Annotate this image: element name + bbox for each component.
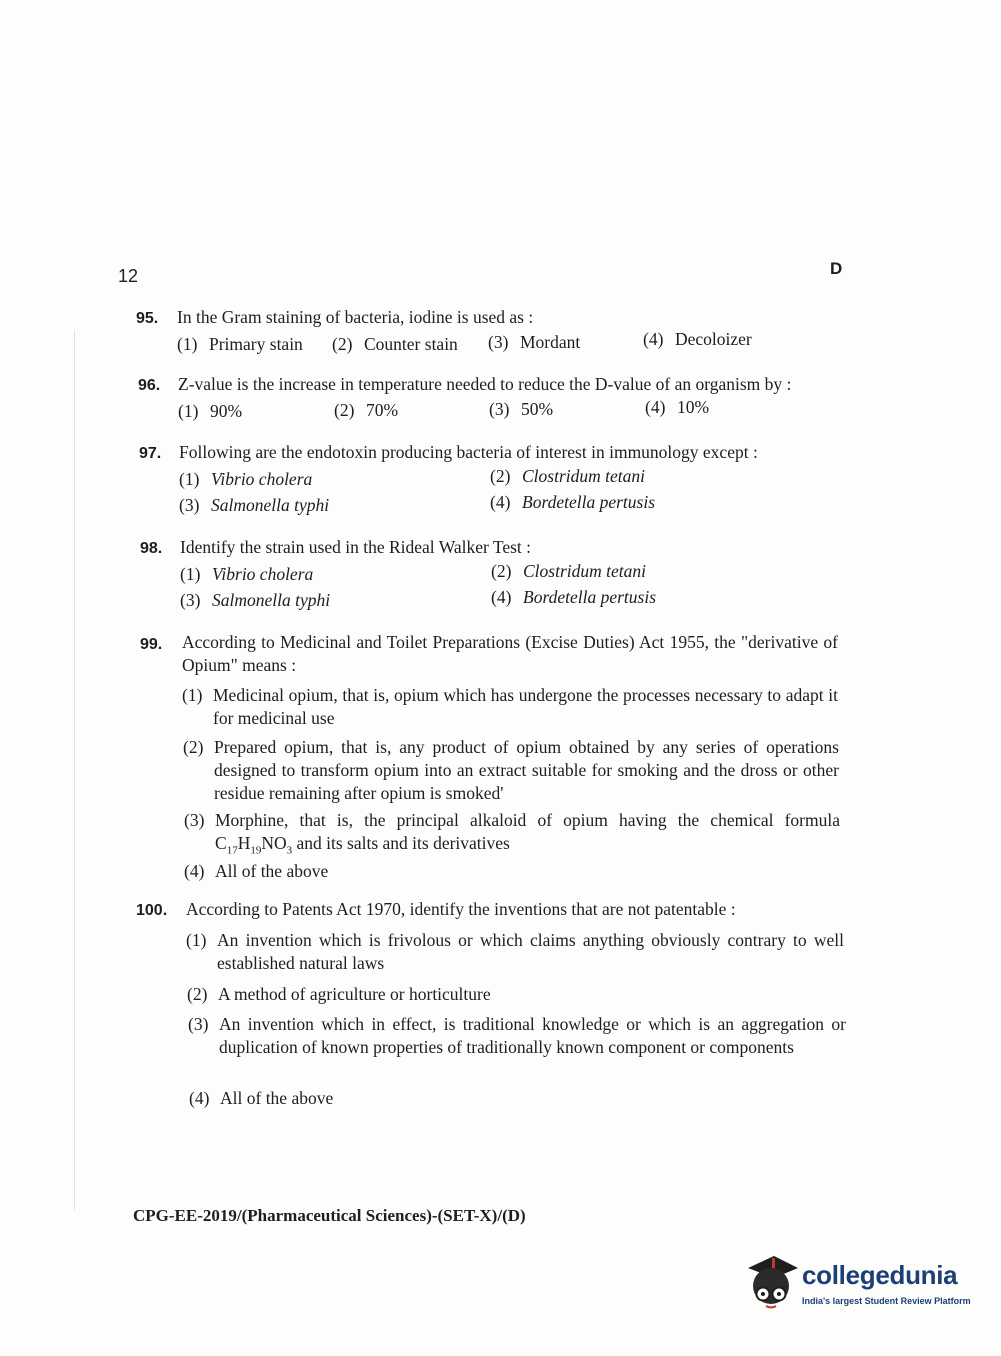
question-number: 98. [140, 540, 163, 557]
option-number: (4) [184, 861, 205, 881]
option-text-end: and its salts and its derivatives [296, 833, 510, 853]
question-97 [139, 441, 859, 519]
option-text: A method of agriculture or horticulture [218, 984, 491, 1004]
question-text: Identify the strain used in the Rideal Walker Test : [180, 537, 532, 557]
question-text: Following are the endotoxin producing bacteria of interest in immunology except : [179, 442, 758, 462]
question-number: 100. [136, 902, 168, 919]
option-3 [180, 589, 330, 612]
question-text: According to Medicinal and Toilet Preparations (Excise Duties) Act 1955, the "derivative of Opium" means : [182, 632, 838, 675]
option-text: Counter stain [364, 334, 458, 354]
option-text: 90% [210, 401, 243, 421]
set-code: D [830, 259, 843, 278]
option-2 [187, 983, 845, 1006]
option-4 [643, 328, 752, 351]
option-number: (1) [179, 469, 200, 489]
question-number: 97. [139, 445, 162, 462]
option-4 [645, 396, 709, 419]
option-text: Bordetella pertusis [522, 492, 656, 512]
question-number: 96. [138, 377, 161, 394]
option-text: Morphine, that is, the principal alkaloid of opium having the chemical formula [215, 810, 840, 830]
question-95 [136, 306, 856, 358]
option-text: All of the above [215, 861, 329, 881]
option-3 [188, 1013, 846, 1059]
option-text: Bordetella pertusis [523, 587, 657, 607]
logo-tagline: India's largest Student Review Platform [802, 1296, 971, 1306]
formula-hydrogen-count: 19 [250, 844, 262, 857]
option-1 [180, 563, 313, 586]
option-text: 70% [366, 400, 399, 420]
option-number: (3) [180, 590, 201, 610]
option-number: (4) [490, 492, 511, 512]
option-1 [179, 468, 312, 491]
option-1 [177, 333, 303, 356]
option-2 [334, 399, 398, 422]
option-number: (2) [491, 561, 512, 581]
option-text: An invention which is frivolous or which claims anything obviously contrary to well established natural laws [217, 930, 844, 973]
question-96 [138, 373, 858, 425]
formula-carbon: C [215, 833, 227, 853]
chemical-formula [215, 833, 293, 857]
option-text: 50% [521, 399, 554, 419]
option-number: (3) [488, 332, 509, 352]
option-text-wrapper [215, 809, 840, 863]
option-text: Salmonella typhi [211, 495, 330, 515]
option-text: Clostridum tetani [522, 466, 645, 486]
option-2 [490, 465, 645, 488]
option-number: (1) [186, 930, 207, 950]
option-number: (2) [334, 400, 355, 420]
option-number: (4) [643, 329, 664, 349]
option-number: (2) [183, 737, 204, 757]
question-text: In the Gram staining of bacteria, iodine is used as : [177, 307, 534, 327]
option-text: Salmonella typhi [212, 590, 331, 610]
option-number: (3) [179, 495, 200, 515]
logo-wordmark: collegedunia [802, 1260, 958, 1290]
question-number: 95. [136, 310, 159, 327]
option-number: (2) [187, 984, 208, 1004]
option-number: (4) [189, 1088, 210, 1108]
question-98 [140, 536, 860, 614]
option-number: (1) [177, 334, 198, 354]
exam-code-footer: CPG-EE-2019/(Pharmaceutical Sciences)-(SET-X)/(D) [133, 1206, 526, 1225]
formula-oxygen-count: 3 [286, 844, 293, 857]
option-text: All of the above [220, 1088, 334, 1108]
collegedunia-logo[interactable] [744, 1250, 974, 1320]
option-text: Decoloizer [675, 329, 752, 349]
option-1 [178, 400, 242, 423]
option-number: (2) [490, 466, 511, 486]
question-text: Z-value is the increase in temperature needed to reduce the D-value of an organism by : [178, 374, 792, 394]
option-text: An invention which in effect, is traditional knowledge or which is an aggregation or duplication of known properties of traditionally known component or components [219, 1014, 846, 1057]
option-3 [184, 809, 840, 863]
question-100 [136, 898, 848, 1113]
option-number: (3) [184, 810, 205, 830]
formula-nitrogen-oxygen: NO [261, 833, 287, 853]
option-text: Prepared opium, that is, any product of opium obtained by any series of operations designed to transform opium into an extract suitable for smoking and the dross or other residue remaining after opium is smoked' [214, 737, 839, 803]
page-binding-line [74, 330, 75, 1210]
option-4 [189, 1087, 847, 1110]
mascot-icon [744, 1250, 800, 1316]
option-4 [491, 586, 656, 609]
option-2 [183, 736, 839, 805]
option-number: (3) [188, 1014, 209, 1034]
option-4 [184, 860, 840, 883]
option-text: Mordant [520, 332, 581, 352]
option-3 [179, 494, 329, 517]
page-number: 12 [118, 266, 139, 286]
question-text: According to Patents Act 1970, identify the inventions that are not patentable : [186, 899, 736, 919]
option-text: Primary stain [209, 334, 303, 354]
option-text: 10% [677, 397, 710, 417]
option-number: (2) [332, 334, 353, 354]
option-number: (3) [489, 399, 510, 419]
option-2 [332, 333, 458, 356]
option-text: Clostridum tetani [523, 561, 646, 581]
question-99 [140, 626, 845, 886]
formula-carbon-count: 17 [226, 844, 238, 857]
option-number: (1) [180, 564, 201, 584]
option-2 [491, 560, 646, 583]
option-number: (1) [178, 401, 199, 421]
option-4 [490, 491, 655, 514]
question-number: 99. [140, 636, 163, 653]
option-3 [489, 398, 553, 421]
option-number: (1) [182, 685, 203, 705]
formula-hydrogen: H [237, 833, 251, 853]
option-number: (4) [645, 397, 666, 417]
option-text: Medicinal opium, that is, opium which has undergone the processes necessary to adapt it for medicinal use [213, 685, 838, 728]
option-1 [182, 684, 838, 730]
option-number: (4) [491, 587, 512, 607]
option-3 [488, 331, 580, 354]
option-text: Vibrio cholera [212, 564, 314, 584]
option-text: Vibrio cholera [211, 469, 313, 489]
option-1 [186, 929, 844, 975]
